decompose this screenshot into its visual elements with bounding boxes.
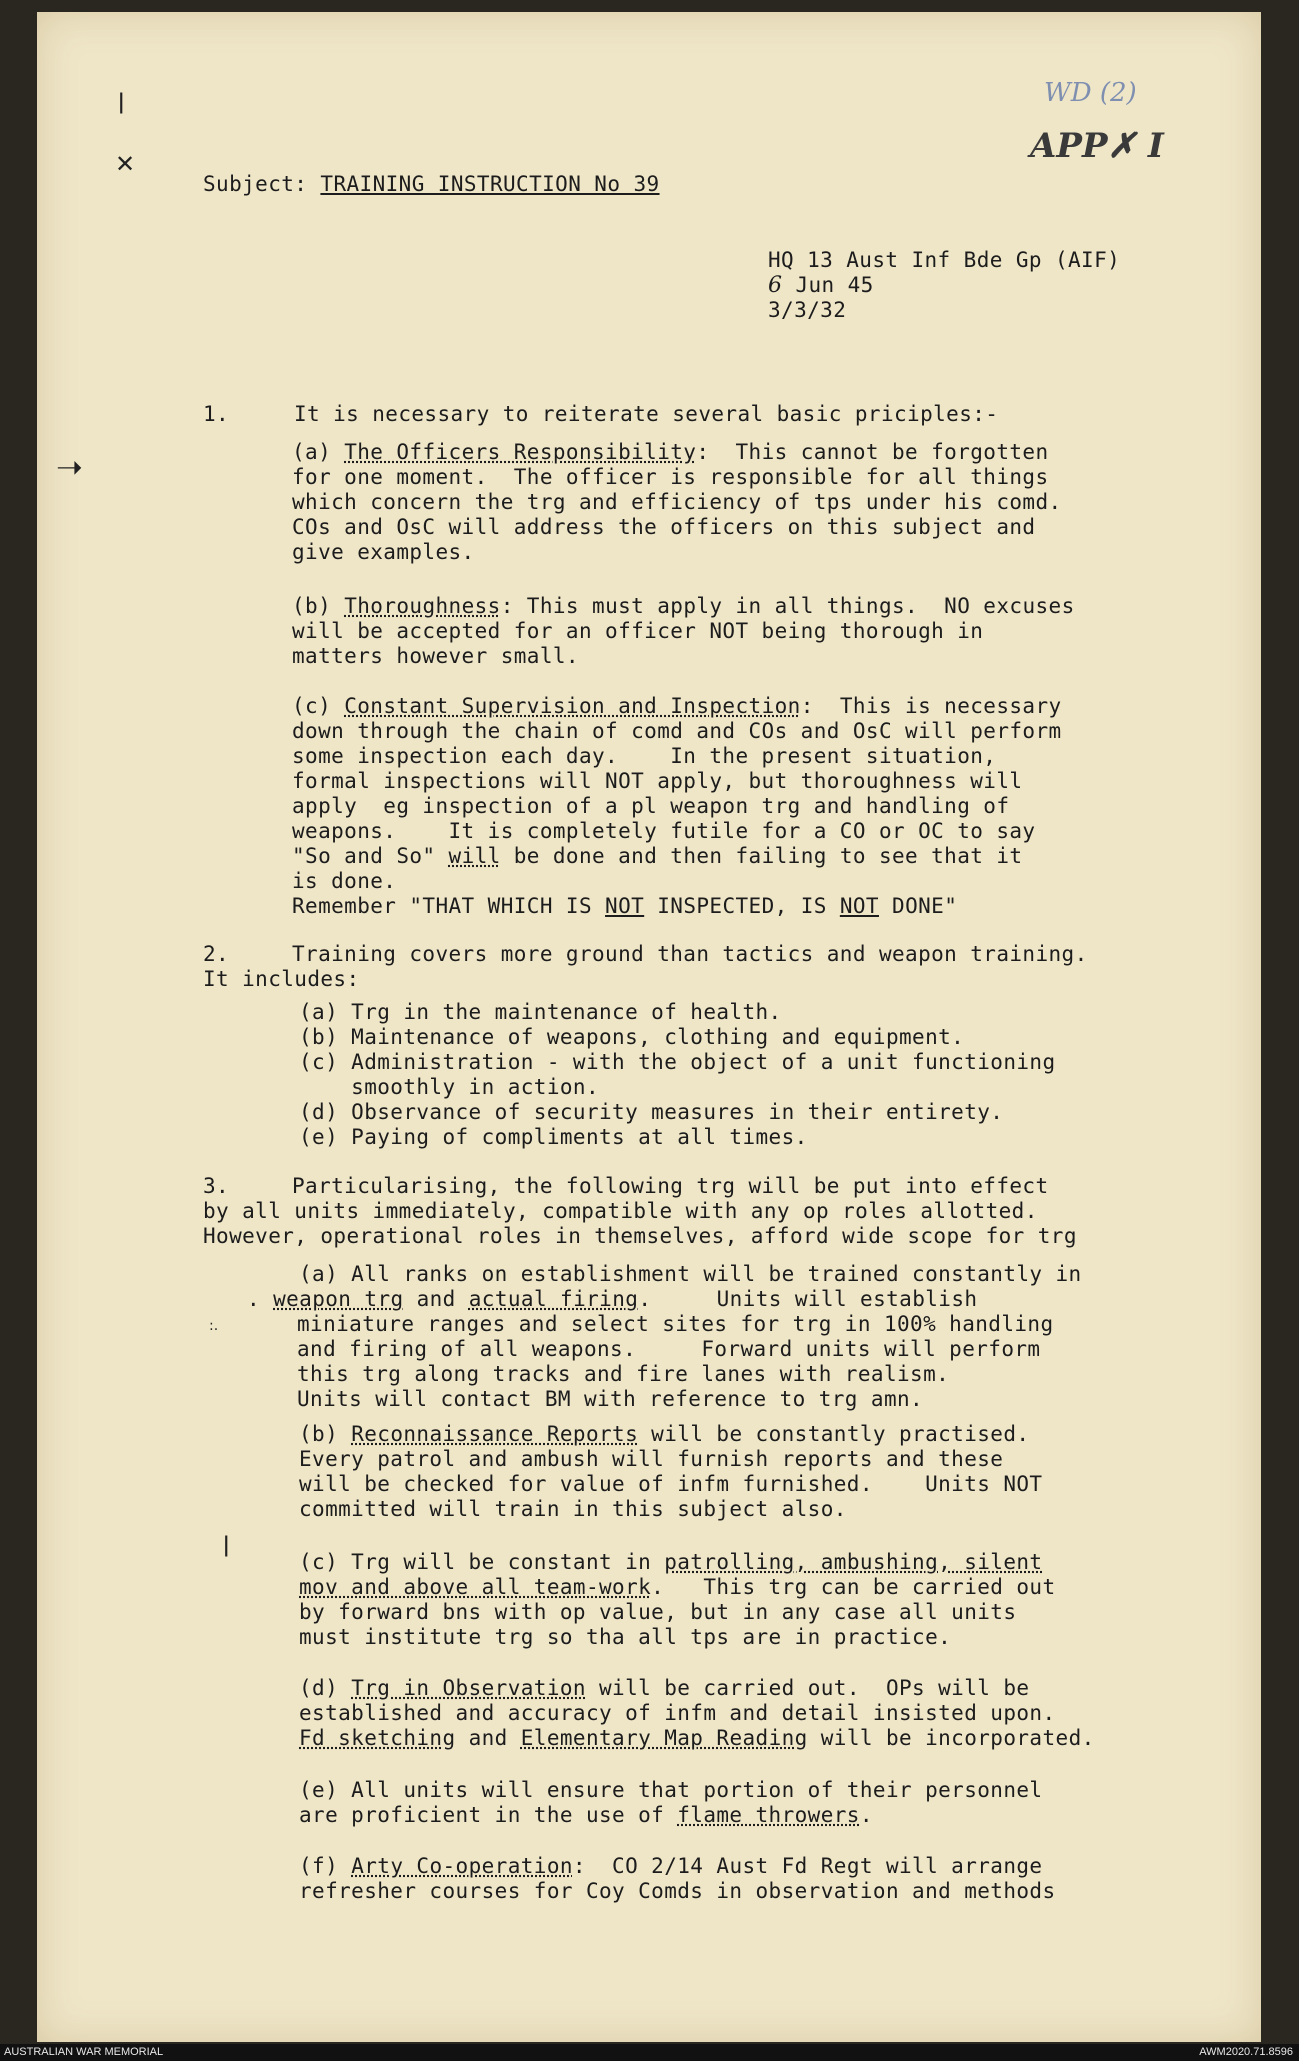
p1-c-line6: weapons. It is completely futile for a CO or OC to say [292,819,1036,843]
p2-item: (e) Paying of compliments at all times. [299,1125,808,1149]
staple-mark-icon: ➝ [56,448,83,486]
p3-number: 3. [203,1174,230,1198]
p3-c [299,1550,1056,1650]
handwritten-appendix [1030,126,1164,166]
p3-b-line2: Every patrol and ambush will furnish reports and these [299,1447,1004,1471]
p3-line3: However, operational roles in themselves, afford wide scope for trg [203,1224,1077,1248]
p3-d-line2: established and accuracy of infm and detail insisted upon. [299,1701,1056,1725]
header-date-num: 6 [768,273,783,298]
p1-a-line1: (a) The Officers Responsibility: This cannot be forgotten [292,440,1049,464]
p2-item: (d) Observance of security measures in their entirety. [299,1100,1004,1124]
footer-accession: AWM2020.71.8596 [1199,2046,1293,2058]
p3-e [299,1778,1042,1828]
p1-c-line3: some inspection each day. In the present situation, [292,744,997,768]
p3-a-line2: . weapon trg and actual firing. Units will establish [247,1287,978,1311]
p2-item: smoothly in action. [299,1075,599,1099]
p1-b [292,594,1075,669]
p1-c-line5: apply eg inspection of a pl weapon trg and handling of [292,794,1010,818]
p3-f [299,1854,1056,1904]
p3-line1: Particularising, the following trg will be put into effect [292,1174,1049,1198]
p3-a-line6: Units will contact BM with reference to trg amn. [297,1387,924,1411]
margin-tick-icon: ǀ [223,1533,230,1558]
p1-b-line3: matters however small. [292,644,579,668]
margin-dot-icon: :. [209,1318,219,1334]
app-cross: ✗ [1107,126,1137,166]
p1-c-line1: (c) Constant Supervision and Inspection: This is necessary [292,694,1062,718]
p3-e-line2: are proficient in the use of flame throwers. [299,1803,873,1827]
p3-d [299,1676,1095,1751]
p2-line1: Training covers more ground than tactics and weapon training. [292,942,1088,966]
p1-c-line8: is done. [292,869,397,893]
p1-c-line7: "So and So" will be done and then failing to see that it [292,844,1023,868]
p3-c-line2: mov and above all team-work. This trg can be carried out [299,1575,1056,1599]
p2-item: (c) Administration - with the object of a unit functioning [299,1050,1056,1074]
p3-a-line3: miniature ranges and select sites for trg in 100% handling [297,1312,1054,1336]
pen-mark-icon: ✕ [115,150,136,178]
p3-f-line1: (f) Arty Co-operation: CO 2/14 Aust Fd Regt will arrange [299,1854,1043,1878]
p3-line2: by all units immediately, compatible with any op roles allotted. [203,1199,1038,1223]
punch-mark-icon: ǀ [118,90,125,115]
app-text: APP [1030,126,1108,166]
header-ref: 3/3/32 [768,298,847,322]
p1-c-heading: Constant Supervision and Inspection [344,694,801,718]
header-date-line [768,273,1120,298]
p1-a-line2: for one moment. The officer is responsible for all things [292,465,1049,489]
p3-c-line1: (c) Trg will be constant in patrolling, ambushing, silent [299,1550,1043,1574]
subject-title: TRAINING INSTRUCTION No 39 [320,172,660,196]
p1-c [292,694,1062,919]
p3-b-heading: Reconnaissance Reports [351,1422,639,1446]
p1-a-line5: give examples. [292,540,475,564]
header-hq: HQ 13 Aust Inf Bde Gp (AIF) [768,248,1121,272]
p1-c-line2: down through the chain of comd and COs and OsC will perform [292,719,1062,743]
p1-a-heading: The Officers Responsibility [344,440,697,464]
p1-b-line1: (b) Thoroughness: This must apply in all things. NO excuses [292,594,1075,618]
p3-a-line5: this trg along tracks and fire lanes with realism. [297,1362,950,1386]
p3-b-line4: committed will train in this subject also. [299,1497,847,1521]
p1-c-remember: Remember "THAT WHICH IS NOT INSPECTED, IS NOT DONE" [292,894,958,918]
app-number: I [1147,126,1164,166]
p3-d-line1: (d) Trg in Observation will be carried out. OPs will be [299,1676,1030,1700]
p1-a [292,440,1062,565]
subject-label: Subject: [203,172,308,196]
header-date: Jun 45 [795,273,874,297]
p1-number: 1. [203,402,230,426]
p2-item: (b) Maintenance of weapons, clothing and equipment. [299,1025,965,1049]
p1-intro: It is necessary to reiterate several basic priciples:- [294,402,999,426]
p2-number: 2. [203,942,230,966]
subject-line [203,172,660,197]
p2-item: (a) Trg in the maintenance of health. [299,1000,782,1024]
p3-e-line1: (e) All units will ensure that portion of their personnel [299,1778,1043,1802]
p3-b [299,1422,1042,1522]
p3-b-line3: will be checked for value of infm furnished. Units NOT [299,1472,1043,1496]
header-block [768,248,1120,323]
p3-a [247,1262,1082,1412]
p3-a-line1: (a) All ranks on establishment will be trained constantly in [299,1262,1082,1286]
p3-d-line3: Fd sketching and Elementary Map Reading will be incorporated. [299,1726,1095,1750]
p3-f-line2: refresher courses for Coy Comds in observation and methods [299,1879,1056,1903]
p3-a-line4: and firing of all weapons. Forward units will perform [297,1337,1041,1361]
p3-c-line4: must institute trg so tha all tps are in practice. [299,1625,952,1649]
p3-c-line3: by forward bns with op value, but in any case all units [299,1600,1017,1624]
p1-c-line4: formal inspections will NOT apply, but thoroughness will [292,769,1023,793]
p2-list [299,1000,1056,1150]
p1-a-line4: COs and OsC will address the officers on this subject and [292,515,1036,539]
archive-footer [0,2044,1299,2061]
p2-line2: It includes: [203,967,360,991]
p1-b-heading: Thoroughness [344,594,501,618]
p3-b-line1: (b) Reconnaissance Reports will be constantly practised. [299,1422,1030,1446]
handwritten-ref: WD (2) [1044,78,1137,108]
p1-a-line3: which concern the trg and efficiency of tps under his comd. [292,490,1062,514]
p1-b-line2: will be accepted for an officer NOT being thorough in [292,619,984,643]
footer-source: AUSTRALIAN WAR MEMORIAL [4,2046,164,2058]
